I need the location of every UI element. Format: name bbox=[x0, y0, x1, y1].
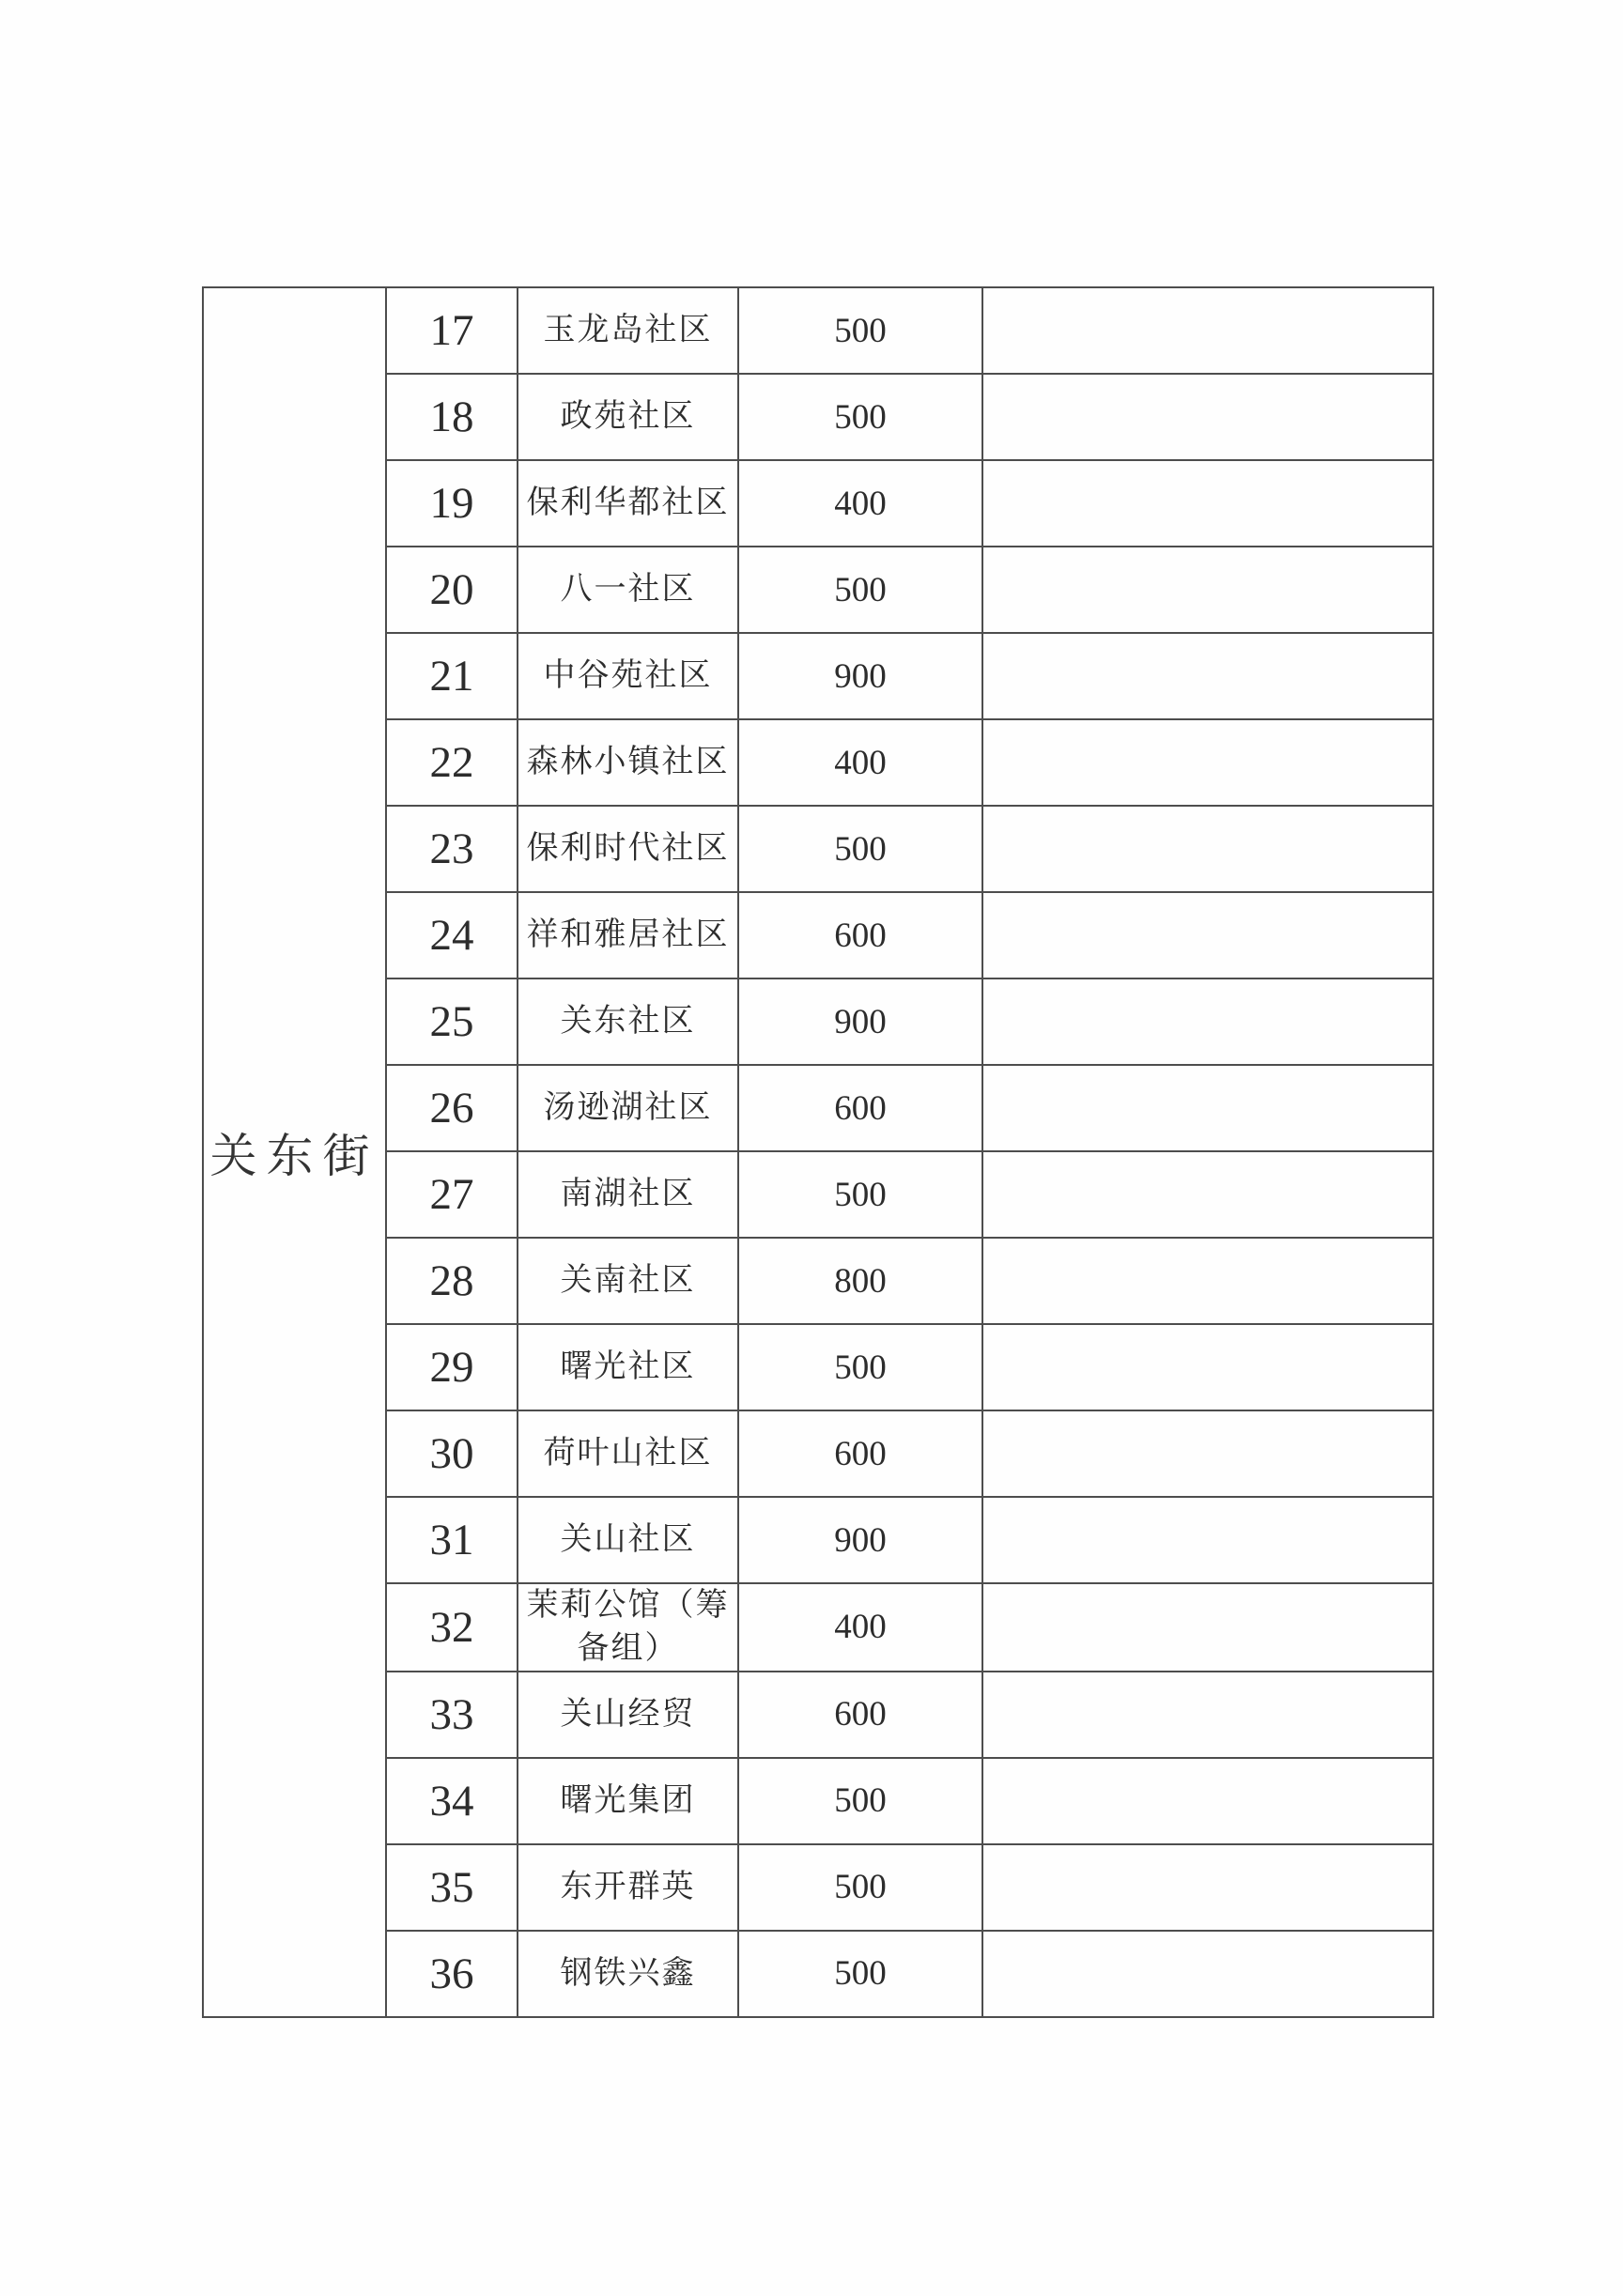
note-cell bbox=[982, 1844, 1433, 1931]
note-cell bbox=[982, 892, 1433, 978]
amount-cell: 500 bbox=[738, 1844, 982, 1931]
amount-cell: 500 bbox=[738, 806, 982, 892]
amount-cell: 600 bbox=[738, 1672, 982, 1758]
table-body bbox=[203, 287, 1433, 2017]
row-index-cell: 29 bbox=[386, 1324, 518, 1410]
note-cell bbox=[982, 1497, 1433, 1583]
row-index-cell: 18 bbox=[386, 374, 518, 460]
community-name-cell: 曙光社区 bbox=[518, 1324, 738, 1410]
community-name-cell: 钢铁兴鑫 bbox=[518, 1931, 738, 2017]
table-row bbox=[203, 1410, 1433, 1497]
community-name-cell: 汤逊湖社区 bbox=[518, 1065, 738, 1151]
table-row bbox=[203, 460, 1433, 547]
table-row bbox=[203, 1844, 1433, 1931]
community-name-cell: 保利时代社区 bbox=[518, 806, 738, 892]
amount-cell: 400 bbox=[738, 460, 982, 547]
table-row bbox=[203, 547, 1433, 633]
community-name-cell: 关南社区 bbox=[518, 1238, 738, 1324]
row-index-cell: 33 bbox=[386, 1672, 518, 1758]
note-cell bbox=[982, 1931, 1433, 2017]
note-cell bbox=[982, 374, 1433, 460]
table-row bbox=[203, 1931, 1433, 2017]
note-cell bbox=[982, 547, 1433, 633]
amount-cell: 600 bbox=[738, 1410, 982, 1497]
amount-cell: 900 bbox=[738, 633, 982, 719]
row-index-cell: 36 bbox=[386, 1931, 518, 2017]
note-cell bbox=[982, 1410, 1433, 1497]
row-index-cell: 35 bbox=[386, 1844, 518, 1931]
row-index-cell: 22 bbox=[386, 719, 518, 806]
amount-cell: 500 bbox=[738, 1324, 982, 1410]
row-index-cell: 32 bbox=[386, 1583, 518, 1672]
community-name-cell: 荷叶山社区 bbox=[518, 1410, 738, 1497]
amount-cell: 500 bbox=[738, 1758, 982, 1844]
community-name-cell: 茉莉公馆（筹备组） bbox=[518, 1583, 738, 1672]
table-row bbox=[203, 1065, 1433, 1151]
amount-cell: 400 bbox=[738, 719, 982, 806]
community-name-cell: 关东社区 bbox=[518, 978, 738, 1065]
row-index-cell: 34 bbox=[386, 1758, 518, 1844]
table-row bbox=[203, 1583, 1433, 1672]
community-name-cell: 玉龙岛社区 bbox=[518, 287, 738, 374]
street-allocation-table bbox=[202, 286, 1434, 2018]
note-cell bbox=[982, 1758, 1433, 1844]
note-cell bbox=[982, 1583, 1433, 1672]
community-name-cell: 祥和雅居社区 bbox=[518, 892, 738, 978]
amount-cell: 900 bbox=[738, 978, 982, 1065]
amount-cell: 600 bbox=[738, 892, 982, 978]
table-row bbox=[203, 374, 1433, 460]
community-name-cell: 政苑社区 bbox=[518, 374, 738, 460]
note-cell bbox=[982, 1324, 1433, 1410]
row-index-cell: 27 bbox=[386, 1151, 518, 1238]
note-cell bbox=[982, 287, 1433, 374]
table-row bbox=[203, 978, 1433, 1065]
row-index-cell: 31 bbox=[386, 1497, 518, 1583]
table-row bbox=[203, 1758, 1433, 1844]
community-name-cell: 八一社区 bbox=[518, 547, 738, 633]
amount-cell: 800 bbox=[738, 1238, 982, 1324]
row-index-cell: 24 bbox=[386, 892, 518, 978]
amount-cell: 500 bbox=[738, 547, 982, 633]
table-row bbox=[203, 1497, 1433, 1583]
amount-cell: 600 bbox=[738, 1065, 982, 1151]
amount-cell: 400 bbox=[738, 1583, 982, 1672]
row-index-cell: 21 bbox=[386, 633, 518, 719]
row-index-cell: 23 bbox=[386, 806, 518, 892]
table-row bbox=[203, 1324, 1433, 1410]
community-name-cell: 森林小镇社区 bbox=[518, 719, 738, 806]
community-name-cell: 保利华都社区 bbox=[518, 460, 738, 547]
table-row bbox=[203, 1672, 1433, 1758]
note-cell bbox=[982, 806, 1433, 892]
note-cell bbox=[982, 719, 1433, 806]
community-name-cell: 关山社区 bbox=[518, 1497, 738, 1583]
table-row bbox=[203, 806, 1433, 892]
note-cell bbox=[982, 1065, 1433, 1151]
amount-cell: 500 bbox=[738, 287, 982, 374]
note-cell bbox=[982, 1238, 1433, 1324]
note-cell bbox=[982, 460, 1433, 547]
row-index-cell: 30 bbox=[386, 1410, 518, 1497]
table-row bbox=[203, 1238, 1433, 1324]
amount-cell: 500 bbox=[738, 1931, 982, 2017]
row-index-cell: 25 bbox=[386, 978, 518, 1065]
table-row bbox=[203, 633, 1433, 719]
note-cell bbox=[982, 1151, 1433, 1238]
table-row bbox=[203, 1151, 1433, 1238]
amount-cell: 900 bbox=[738, 1497, 982, 1583]
amount-cell: 500 bbox=[738, 374, 982, 460]
note-cell bbox=[982, 1672, 1433, 1758]
row-index-cell: 19 bbox=[386, 460, 518, 547]
street-group-cell: 关东街 bbox=[203, 287, 386, 2017]
community-name-cell: 中谷苑社区 bbox=[518, 633, 738, 719]
table-row bbox=[203, 719, 1433, 806]
table-row bbox=[203, 287, 1433, 374]
note-cell bbox=[982, 633, 1433, 719]
row-index-cell: 20 bbox=[386, 547, 518, 633]
community-name-cell: 关山经贸 bbox=[518, 1672, 738, 1758]
community-name-cell: 南湖社区 bbox=[518, 1151, 738, 1238]
community-name-cell: 东开群英 bbox=[518, 1844, 738, 1931]
community-name-cell: 曙光集团 bbox=[518, 1758, 738, 1844]
row-index-cell: 28 bbox=[386, 1238, 518, 1324]
row-index-cell: 26 bbox=[386, 1065, 518, 1151]
table-row bbox=[203, 892, 1433, 978]
row-index-cell: 17 bbox=[386, 287, 518, 374]
amount-cell: 500 bbox=[738, 1151, 982, 1238]
note-cell bbox=[982, 978, 1433, 1065]
